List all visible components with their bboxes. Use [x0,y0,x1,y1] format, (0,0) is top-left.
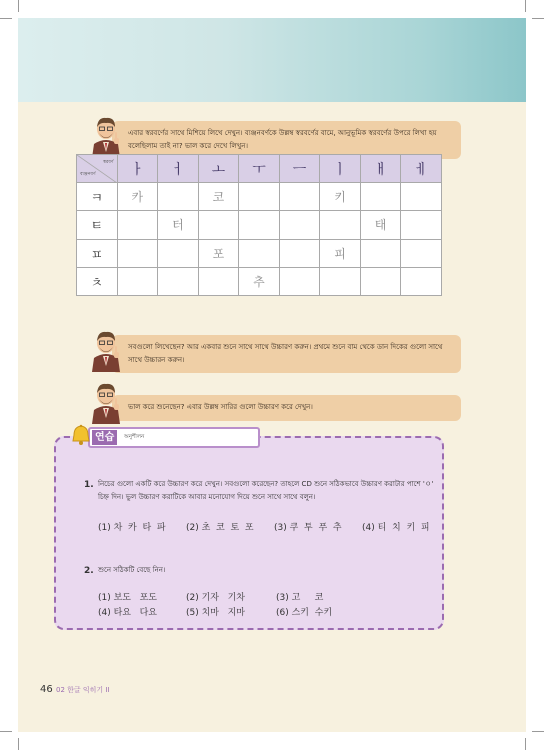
vowel-header: ㅔ [401,155,442,183]
crop-mark [532,18,544,19]
question-2-option: (5) 치마 지마 [186,608,245,618]
question-2-text: শুনে সঠিকটি বেছে নিন। [98,566,166,574]
question-1-option: (2) 초 코 토 포 [186,523,254,533]
syllable-cell [117,211,158,239]
instruction-listen-text: সবগুলো লিখেছেন? আর একবার শুনে সাথে সাথে উচ্চারণ করুন। প্রথমে শুনে বাম থেকে ডান দিকের গুলো সাথে সাথে উচ্চারন করুন। [128,343,443,364]
syllable-cell [279,239,320,267]
table-row [77,183,442,211]
question-2-option: (2) 기자 기차 [186,593,245,603]
table-corner-header [77,155,118,183]
syllable-cell [279,183,320,211]
crop-mark [0,18,12,19]
question-1-number: 1. [84,480,94,490]
consonant-cell: ㅌ [77,211,118,239]
question-2-option: (3) 고 코 [276,593,324,603]
instruction-vertical-text: ভাল করে শুনেছেন? এবার উল্লম্ব সারির গুলো উচ্চারণ করে দেখুন। [128,403,313,411]
crop-mark [18,0,19,12]
question-1-option: (1) 차 카 타 파 [98,523,166,533]
syllable-cell [158,183,199,211]
vowel-header: ㅣ [320,155,361,183]
vowel-header: ㅗ [198,155,239,183]
question-2-option: (1) 보도 포도 [98,593,157,603]
syllable-cell [279,211,320,239]
syllable-cell: 태 [360,211,401,239]
syllable-cell [117,267,158,295]
question-2-option: (6) 스키 수키 [276,608,333,618]
table-row [77,211,442,239]
vowel-header: ㅜ [239,155,280,183]
syllable-cell [320,211,361,239]
syllable-cell [401,183,442,211]
practice-heading: 연습 [92,430,117,445]
teacher-icon [88,114,124,158]
instruction-bubble-listen [112,335,461,373]
syllable-cell [239,183,280,211]
syllable-cell: 피 [320,239,361,267]
syllable-cell [198,267,239,295]
syllable-cell [320,267,361,295]
question-1-text: নিচের গুলো একটি করে উচ্চারণ করে দেখুন। সবগুলো করেছেন? তাহলে CD শুনে সঠিকভাবে উচ্চারণ করাটার পাশে 'ㅇ' চিহ্ন দিন। ভুল উচ্চারণ করাটিকে আবার মনোযোগ দিয়ে শুনে সাথে সাথে বলুন। [98,480,434,501]
teacher-icon [88,380,124,424]
consonant-cell: ㅍ [77,239,118,267]
syllable-cell [239,211,280,239]
vowel-header: ㅐ [360,155,401,183]
syllable-cell [360,267,401,295]
syllable-cell [279,267,320,295]
syllable-cell [158,239,199,267]
syllable-cell [401,267,442,295]
syllable-cell [198,211,239,239]
syllable-cell: 터 [158,211,199,239]
consonant-cell: ㅋ [77,183,118,211]
table-row [77,239,442,267]
question-1-option: (4) 티 치 키 피 [362,523,430,533]
crop-mark [0,731,12,732]
syllable-cell: 카 [117,183,158,211]
bell-icon [70,424,92,446]
question-2-option: (4) 타요 다요 [98,608,157,618]
teacher-icon [88,328,124,372]
syllable-cell [360,183,401,211]
crop-mark [525,0,526,12]
practice-heading-sub: অনুশীলন [124,434,145,440]
question-2-number: 2. [84,566,94,576]
page-number: 46 [40,684,53,695]
syllable-table [76,154,442,296]
instruction-intro-text: এবার স্বরবর্ণের সাথে মিশিয়ে লিখে দেখুন। ব্যঞ্জনবর্ণকে উল্লম্ব স্বরবর্ণের বামে, আনুভূমিক স্বরবর্ণের উপরে লিখা হয় বলেছিলাম তাই না? ভাল করে দেখে লিখুন। [128,129,437,150]
crop-mark [525,738,526,750]
instruction-bubble-vertical [112,395,461,421]
practice-heading-tab [88,427,260,448]
table-row [77,267,442,295]
syllable-cell [360,239,401,267]
vowel-header: ㅡ [279,155,320,183]
syllable-cell [239,239,280,267]
crop-mark [18,738,19,750]
corner-consonant-label: ব্যঞ্জনবর্ণ [80,172,96,177]
syllable-cell: 코 [198,183,239,211]
syllable-cell [158,267,199,295]
vowel-header: ㅓ [158,155,199,183]
syllable-cell: 포 [198,239,239,267]
corner-vowel-label: স্বরবর্ণ [103,160,114,165]
consonant-cell: ㅊ [77,267,118,295]
crop-mark [532,731,544,732]
question-1-option: (3) 쿠 투 푸 추 [274,523,342,533]
chapter-title: 02 한글 익히기 II [56,686,110,694]
syllable-cell [401,239,442,267]
vowel-header: ㅏ [117,155,158,183]
syllable-cell [401,211,442,239]
header-banner [18,18,526,102]
syllable-cell [117,239,158,267]
syllable-cell: 키 [320,183,361,211]
syllable-cell: 추 [239,267,280,295]
